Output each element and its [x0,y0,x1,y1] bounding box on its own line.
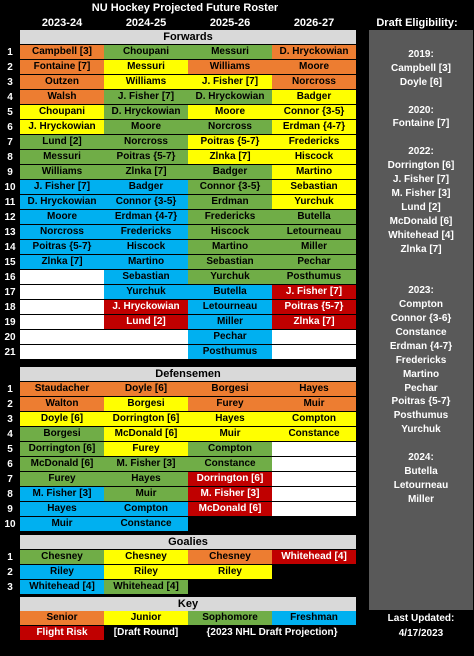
forwards-cell [20,300,104,315]
forwards-cell: Butella [188,285,272,300]
forwards-cell: J. Fisher [7] [188,75,272,90]
forwards-cell: Williams [104,75,188,90]
forwards-cell: Moore [20,210,104,225]
key-draft-projection: {2023 NHL Draft Projection} [206,627,338,638]
goalies-row-number: 3 [7,582,13,593]
forwards-cell: Moore [104,120,188,135]
defensemen-cell: Hayes [272,382,356,397]
forwards-cell: Campbell [3] [20,45,104,60]
defensemen-cell: Hayes [104,472,188,487]
draft-year-heading: 2019: [408,48,434,60]
forwards-row-number: 15 [4,257,16,268]
forwards-cell: Pechar [188,330,272,345]
forwards-cell: Choupani [20,105,104,120]
forwards-cell: Badger [188,165,272,180]
forwards-cell: Martino [272,165,356,180]
forwards-row-number: 19 [4,317,16,328]
forwards-cell: Zlnka [7] [20,255,104,270]
forwards-cell: Erdman {4-7} [104,210,188,225]
defensemen-cell: Constance [188,457,272,472]
section-goalies: Goalies [20,535,356,549]
key-senior: Senior [20,611,104,625]
defensemen-cell: Muir [188,427,272,442]
draft-player: Zlnka [7] [400,243,442,255]
season-header-4: 2026-27 [293,17,335,29]
goalies-cell [272,580,356,595]
forwards-cell: Posthumus [272,270,356,285]
draft-player: McDonald [6] [389,215,453,227]
forwards-cell: Martino [188,240,272,255]
forwards-cell: Fontaine [7] [20,60,104,75]
forwards-cell: Choupani [104,45,188,60]
goalies-cell: Chesney [188,550,272,565]
defensemen-row-number: 6 [7,459,13,470]
draft-year-heading: 2022: [408,146,434,158]
forwards-cell: J. Hryckowian [20,120,104,135]
goalies-cell [188,580,272,595]
defensemen-row-number: 4 [7,429,13,440]
season-header-2: 2024-25 [125,17,167,29]
goalies-cell: Chesney [104,550,188,565]
defensemen-row-number: 10 [4,519,16,530]
forwards-cell [104,330,188,345]
forwards-cell: Martino [104,255,188,270]
season-header-3: 2025-26 [209,17,251,29]
defensemen-cell: Compton [104,502,188,517]
forwards-cell: Williams [188,60,272,75]
forwards-row-number: 6 [7,122,13,133]
key-sophomore: Sophomore [188,611,272,625]
defensemen-cell: M. Fisher [3] [20,487,104,502]
draft-player: Letourneau [393,479,449,491]
draft-player: Constance [395,326,447,338]
defensemen-cell [272,502,356,517]
defensemen-cell: Compton [188,442,272,457]
defensemen-row-number: 3 [7,414,13,425]
forwards-row-number: 3 [7,77,13,88]
forwards-cell: Hiscock [188,225,272,240]
defensemen-cell: Hayes [188,412,272,427]
defensemen-cell [272,442,356,457]
forwards-cell [20,345,104,360]
forwards-row-number: 2 [7,62,13,73]
forwards-cell: Zlnka [7] [104,165,188,180]
forwards-row-number: 4 [7,92,13,103]
draft-player [369,270,473,283]
defensemen-cell [272,487,356,502]
defensemen-cell: Muir [20,517,104,532]
draft-player: Dorrington [6] [387,160,455,172]
defensemen-cell: Borgesi [188,382,272,397]
defensemen-cell: Doyle [6] [104,382,188,397]
defensemen-cell: Furey [20,472,104,487]
forwards-cell: Walsh [20,90,104,105]
forwards-cell: Moore [272,60,356,75]
forwards-row-number: 8 [7,152,13,163]
forwards-cell: Moore [188,105,272,120]
forwards-cell: Posthumus [188,345,272,360]
goalies-cell: Riley [188,565,272,580]
draft-year-heading: 2023: [408,285,434,297]
forwards-cell: Butella [272,210,356,225]
forwards-cell: J. Fisher [7] [272,285,356,300]
goalies-cell: Riley [20,565,104,580]
forwards-cell: Letourneau [272,225,356,240]
draft-year-heading: 2024: [408,452,434,463]
forwards-cell: Sebastian [188,255,272,270]
draft-player: Martino [402,368,440,380]
forwards-row-number: 9 [7,167,13,178]
forwards-cell: Erdman [188,195,272,210]
draft-year-heading: 2020: [408,104,434,116]
draft-player: Miller [407,493,435,505]
forwards-cell: Sebastian [272,180,356,195]
defensemen-cell: M. Fisher [3] [104,457,188,472]
forwards-cell [20,270,104,285]
defensemen-cell: Dorrington [6] [20,442,104,457]
forwards-cell: Norcross [20,225,104,240]
defensemen-cell: M. Fisher [3] [188,487,272,502]
draft-player: J. Fisher [7] [392,174,450,185]
defensemen-row-number: 7 [7,474,13,485]
forwards-cell [20,315,104,330]
draft-player: Butella [404,465,438,477]
forwards-cell: Letourneau [188,300,272,315]
forwards-cell: Outzen [20,75,104,90]
defensemen-cell: Constance [104,517,188,532]
forwards-cell: Fredericks [104,225,188,240]
draft-player: Fredericks [395,354,447,366]
defensemen-cell: Muir [272,397,356,412]
forwards-row-number: 14 [4,242,16,253]
forwards-cell [104,345,188,360]
defensemen-row-number: 5 [7,444,13,455]
forwards-cell: Connor {3-5} [104,195,188,210]
defensemen-row-number: 1 [7,384,13,395]
draft-player: Whitehead [4] [388,229,454,241]
last-updated-label: Last Updated: [387,613,455,624]
forwards-cell: Connor {3-5} [188,180,272,195]
forwards-cell [272,330,356,345]
draft-player: Fontaine [7] [392,118,450,130]
draft-player: Erdman {4-7} [389,340,453,352]
forwards-row-number: 7 [7,137,13,148]
forwards-cell: Lund [2] [104,315,188,330]
section-defensemen: Defensemen [20,367,356,381]
draft-player [369,90,473,103]
forwards-cell: Miller [188,315,272,330]
forwards-cell: Norcross [188,120,272,135]
defensemen-cell: McDonald [6] [104,427,188,442]
defensemen-cell: Dorrington [6] [104,412,188,427]
defensemen-cell: Doyle [6] [20,412,104,427]
draft-player: Posthumus [393,410,449,422]
defensemen-row-number: 2 [7,399,13,410]
defensemen-row-number: 8 [7,489,13,500]
goalies-cell: Whitehead [4] [272,550,356,565]
defensemen-cell: McDonald [6] [20,457,104,472]
goalies-cell: Riley [104,565,188,580]
defensemen-cell: Walton [20,397,104,412]
defensemen-cell: Staudacher [20,382,104,397]
key-freshman: Freshman [272,611,356,625]
forwards-cell: Pechar [272,255,356,270]
season-header-1: 2023-24 [41,17,83,29]
defensemen-cell [188,517,272,532]
forwards-cell: Norcross [272,75,356,90]
draft-eligibility-header: Draft Eligibility: [376,17,458,29]
forwards-cell [20,330,104,345]
draft-player [369,437,473,450]
forwards-cell: Lund [2] [20,135,104,150]
last-updated-date: 4/17/2023 [398,628,444,639]
forwards-cell: J. Fisher [7] [20,180,104,195]
defensemen-row-number: 9 [7,504,13,515]
forwards-cell: Norcross [104,135,188,150]
forwards-cell: Badger [272,90,356,105]
defensemen-cell: Hayes [20,502,104,517]
draft-player: Lund [2] [401,201,441,213]
forwards-cell: Fredericks [188,210,272,225]
draft-player: Yurchuk [401,424,441,436]
key-junior: Junior [104,611,188,625]
forwards-cell: Yurchuk [188,270,272,285]
section-forwards: Forwards [20,30,356,44]
forwards-cell: Badger [104,180,188,195]
defensemen-cell: Muir [104,487,188,502]
forwards-row-number: 18 [4,302,16,313]
key-flight-risk: Flight Risk [20,626,104,640]
forwards-row-number: 17 [4,287,16,298]
defensemen-cell: Borgesi [104,397,188,412]
forwards-cell: Erdman {4-7} [272,120,356,135]
goalies-row-number: 1 [7,552,13,563]
draft-player: Connor {3-6} [390,313,452,324]
defensemen-cell: Furey [188,397,272,412]
defensemen-cell: Borgesi [20,427,104,442]
forwards-row-number: 21 [4,347,16,358]
section-key: Key [20,597,356,611]
forwards-cell [20,285,104,300]
forwards-cell: Messuri [20,150,104,165]
forwards-row-number: 11 [4,197,16,208]
defensemen-cell: Constance [272,427,356,442]
forwards-row-number: 20 [4,332,16,343]
forwards-cell: J. Hryckowian [104,300,188,315]
defensemen-cell [272,517,356,532]
forwards-cell: Zlnka [7] [272,315,356,330]
goalies-cell: Whitehead [4] [104,580,188,595]
forwards-cell: J. Fisher [7] [104,90,188,105]
forwards-cell: D. Hryckowian [272,45,356,60]
forwards-cell: Yurchuk [104,285,188,300]
forwards-cell: Poitras {5-7} [272,300,356,315]
forwards-cell: Messuri [188,45,272,60]
key-draft-round: [Draft Round] [113,627,179,638]
page-title: NU Hockey Projected Future Roster [91,2,279,14]
draft-player [369,131,473,144]
forwards-row-number: 1 [7,47,13,58]
forwards-cell: D. Hryckowian [104,105,188,120]
forwards-cell: Miller [272,240,356,255]
draft-player: Campbell [3] [390,62,451,74]
forwards-cell: Connor {3-5} [272,105,356,120]
forwards-row-number: 12 [4,212,16,223]
forwards-row-number: 13 [4,227,16,238]
draft-player: M. Fisher [3] [391,187,451,199]
defensemen-cell: Compton [272,412,356,427]
defensemen-cell [272,457,356,472]
goalies-cell [272,565,356,580]
draft-player: Doyle [6] [399,76,443,88]
forwards-cell: Poitras {5-7} [104,150,188,165]
forwards-row-number: 10 [4,182,16,193]
draft-player [369,34,473,47]
goalies-cell: Chesney [20,550,104,565]
defensemen-cell: Dorrington [6] [188,472,272,487]
goalies-row-number: 2 [7,567,13,578]
forwards-row-number: 5 [7,107,13,118]
defensemen-cell [272,472,356,487]
draft-player: Compton [399,299,443,311]
draft-player: Poitras {5-7} [391,396,451,408]
forwards-cell: Messuri [104,60,188,75]
forwards-cell: Sebastian [104,270,188,285]
forwards-row-number: 16 [4,272,16,283]
forwards-cell: Hiscock [272,150,356,165]
forwards-cell: Poitras {5-7} [188,135,272,150]
forwards-cell: D. Hryckowian [20,195,104,210]
forwards-cell [272,345,356,360]
defensemen-cell: McDonald [6] [188,502,272,517]
draft-player: Pechar [404,382,438,394]
draft-player [369,256,473,269]
forwards-cell: Yurchuk [272,195,356,210]
forwards-cell: Fredericks [272,135,356,150]
forwards-cell: Williams [20,165,104,180]
forwards-cell: Zlnka [7] [188,150,272,165]
forwards-cell: D. Hryckowian [188,90,272,105]
goalies-cell: Whitehead [4] [20,580,104,595]
forwards-cell: Poitras {5-7} [20,240,104,255]
defensemen-cell: Furey [104,442,188,457]
forwards-cell: Hiscock [104,240,188,255]
